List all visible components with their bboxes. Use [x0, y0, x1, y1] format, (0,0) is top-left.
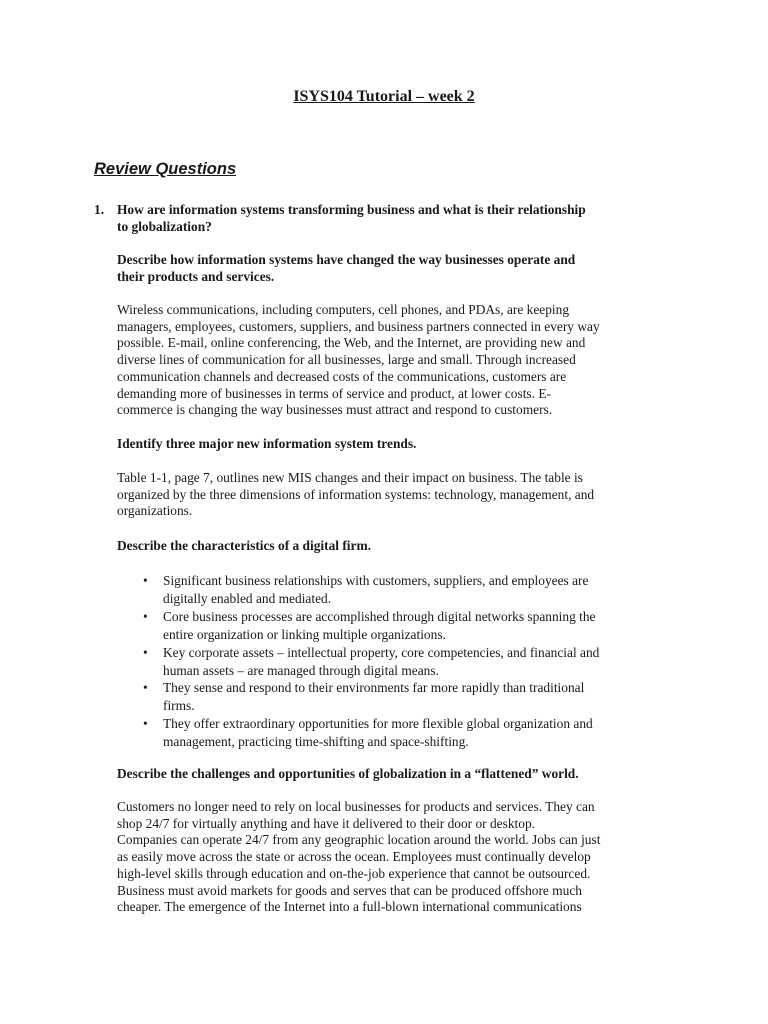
text-line: They offer extraordinary opportunities for more flexible global organization and — [163, 716, 593, 732]
subheading-3 — [117, 538, 737, 555]
characteristics-list — [143, 572, 600, 751]
question-1 — [117, 202, 737, 235]
text-line: managers, employees, customers, suppliers, and business partners connected in every way — [117, 318, 600, 334]
list-item — [143, 572, 599, 608]
text-line: as easily move across the state or across the ocean. Employees must continually develop — [117, 849, 591, 865]
text-line: Core business processes are accomplished through digital networks spanning the — [163, 608, 596, 624]
text-line: They sense and respond to their environments far more rapidly than traditional — [163, 680, 585, 696]
text-line: Companies can operate 24/7 from any geographic location around the world. Jobs can just — [117, 832, 601, 848]
text-line: demanding more of businesses in terms of service and product, at lower costs. E- — [117, 385, 551, 401]
text-line: possible. E-mail, online conferencing, the Web, and the Internet, are providing new and — [117, 335, 586, 351]
question-number: 1. — [94, 202, 105, 217]
text-line: to globalization? — [117, 218, 212, 234]
text-line: Describe the characteristics of a digital firm. — [117, 538, 371, 553]
list-item — [143, 715, 599, 751]
text-line: cheaper. The emergence of the Internet into a full-blown international communications — [117, 899, 582, 915]
list-item — [143, 644, 600, 680]
subheading-4 — [117, 766, 737, 783]
text-line: Table 1-1, page 7, outlines new MIS changes and their impact on business. The table is — [117, 470, 583, 485]
text-line: management, practicing time-shifting and space-shifting. — [163, 734, 469, 750]
text-line: Identify three major new information system trends. — [117, 436, 417, 451]
document-title: ISYS104 Tutorial – week 2 — [293, 88, 475, 105]
paragraph-4 — [117, 799, 737, 916]
list-item — [143, 608, 599, 644]
text-line: Significant business relationships with customers, suppliers, and employees are — [163, 573, 589, 588]
bullet-icon: • — [143, 716, 148, 732]
section-heading: Review Questions — [94, 160, 237, 178]
paragraph-1 — [117, 302, 737, 419]
text-line: Business must avoid markets for goods and serves that can be produced offshore much — [117, 882, 582, 898]
text-line: organized by the three dimensions of information systems: technology, management, and — [117, 486, 595, 502]
bullet-icon: • — [143, 680, 148, 696]
text-line: Key corporate assets – intellectual property, core competencies, and financial and — [163, 644, 600, 660]
text-line: communication channels and decreased costs of the communications, customers are — [117, 368, 567, 384]
text-line: commerce is changing the way businesses must attract and respond to customers. — [117, 402, 553, 418]
bullet-icon: • — [143, 644, 148, 660]
text-line: firms. — [163, 698, 195, 714]
text-line: Customers no longer need to rely on local businesses for products and services. They can — [117, 799, 595, 814]
text-line: human assets – are managed through digital means. — [163, 662, 439, 678]
text-line: How are information systems transforming business and what is their relationship — [117, 202, 586, 217]
text-line: Wireless communications, including computers, cell phones, and PDAs, are keeping — [117, 302, 570, 317]
text-line: digitally enabled and mediated. — [163, 590, 332, 606]
bullet-icon: • — [143, 608, 148, 624]
text-line: diverse lines of communication for all businesses, large and small. Through increased — [117, 352, 576, 368]
text-line: organizations. — [117, 503, 193, 519]
text-line: high-level skills through education and on-the-job experience that cannot be outsourced. — [117, 865, 591, 881]
text-line: their products and services. — [117, 268, 275, 284]
text-line: shop 24/7 for virtually anything and have it delivered to their door or desktop. — [117, 815, 535, 831]
bullet-icon: • — [143, 573, 148, 588]
paragraph-2 — [117, 470, 737, 520]
text-line: Describe how information systems have changed the way businesses operate and — [117, 252, 576, 267]
text-line: Describe the challenges and opportunities of globalization in a “flattened” world. — [117, 766, 579, 781]
list-item — [143, 679, 599, 715]
subheading-1 — [117, 252, 737, 285]
text-line: entire organization or linking multiple organizations. — [163, 626, 446, 642]
subheading-2 — [117, 436, 737, 453]
